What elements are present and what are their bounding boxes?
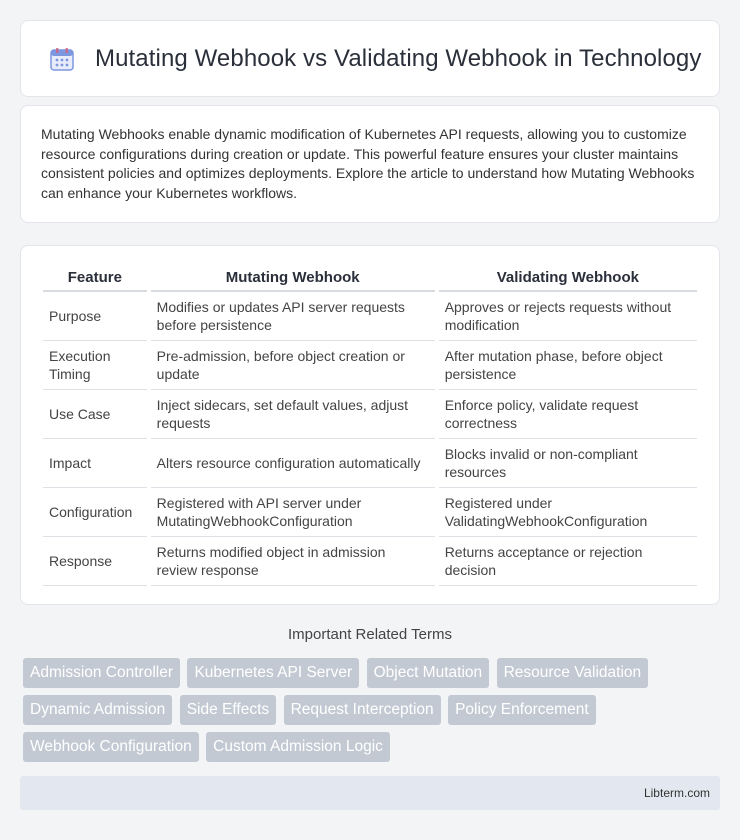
header-mutating: Mutating Webhook [151, 264, 435, 292]
tag-object-mutation[interactable]: Object Mutation [367, 658, 490, 688]
row-feature: Configuration [43, 488, 147, 537]
related-terms-list [23, 658, 723, 769]
comparison-table-card [20, 245, 720, 605]
row-feature: Impact [43, 439, 147, 488]
row-feature: Response [43, 537, 147, 586]
footer-site-link[interactable]: Libterm.com [643, 786, 710, 800]
tag-webhook-configuration[interactable]: Webhook Configuration [23, 732, 199, 762]
row-mutating: Registered with API server under MutatingWebhookConfiguration [151, 488, 435, 537]
row-validating: Approves or rejects requests without modification [439, 292, 697, 341]
row-feature: Execution Timing [43, 341, 147, 390]
table-row [43, 341, 697, 390]
row-feature: Purpose [43, 292, 147, 341]
header-feature: Feature [43, 264, 147, 292]
tag-policy-enforcement[interactable]: Policy Enforcement [448, 695, 596, 725]
intro-text: Mutating Webhooks enable dynamic modification of Kubernetes API requests, allowing you to customize resource configurations during creation or update. This powerful feature ensures your cluster maintains consistent policies and optimizes deployments. Explore the article to understand how Mutating Webhooks can enhance your Kubernetes workflows. [41, 126, 695, 201]
comparison-table [39, 264, 701, 586]
row-feature: Use Case [43, 390, 147, 439]
page-title: Mutating Webhook vs Validating Webhook in Technology [95, 44, 702, 72]
tag-admission-controller[interactable]: Admission Controller [23, 658, 180, 688]
intro-card [20, 105, 720, 223]
row-mutating: Alters resource configuration automatically [151, 439, 435, 488]
footer [20, 776, 720, 810]
row-validating: Returns acceptance or rejection decision [439, 537, 697, 586]
row-mutating: Pre-admission, before object creation or update [151, 341, 435, 390]
row-validating: Blocks invalid or non-compliant resources [439, 439, 697, 488]
table-row [43, 488, 697, 537]
table-row [43, 390, 697, 439]
related-terms-title: Important Related Terms [288, 626, 452, 643]
row-validating: Registered under ValidatingWebhookConfiguration [439, 488, 697, 537]
row-mutating: Returns modified object in admission review response [151, 537, 435, 586]
row-mutating: Modifies or updates API server requests before persistence [151, 292, 435, 341]
row-validating: Enforce policy, validate request correctness [439, 390, 697, 439]
header-validating: Validating Webhook [439, 264, 697, 292]
tag-side-effects[interactable]: Side Effects [180, 695, 276, 725]
table-row [43, 439, 697, 488]
tag-custom-admission-logic[interactable]: Custom Admission Logic [206, 732, 390, 762]
row-validating: After mutation phase, before object persistence [439, 341, 697, 390]
tag-kubernetes-api-server[interactable]: Kubernetes API Server [187, 658, 359, 688]
header-card [20, 20, 720, 97]
tag-request-interception[interactable]: Request Interception [284, 695, 441, 725]
table-row [43, 537, 697, 586]
table-header-row [43, 264, 697, 292]
tag-resource-validation[interactable]: Resource Validation [497, 658, 649, 688]
table-row [43, 292, 697, 341]
row-mutating: Inject sidecars, set default values, adjust requests [151, 390, 435, 439]
tag-dynamic-admission[interactable]: Dynamic Admission [23, 695, 172, 725]
calendar-icon [49, 46, 75, 72]
